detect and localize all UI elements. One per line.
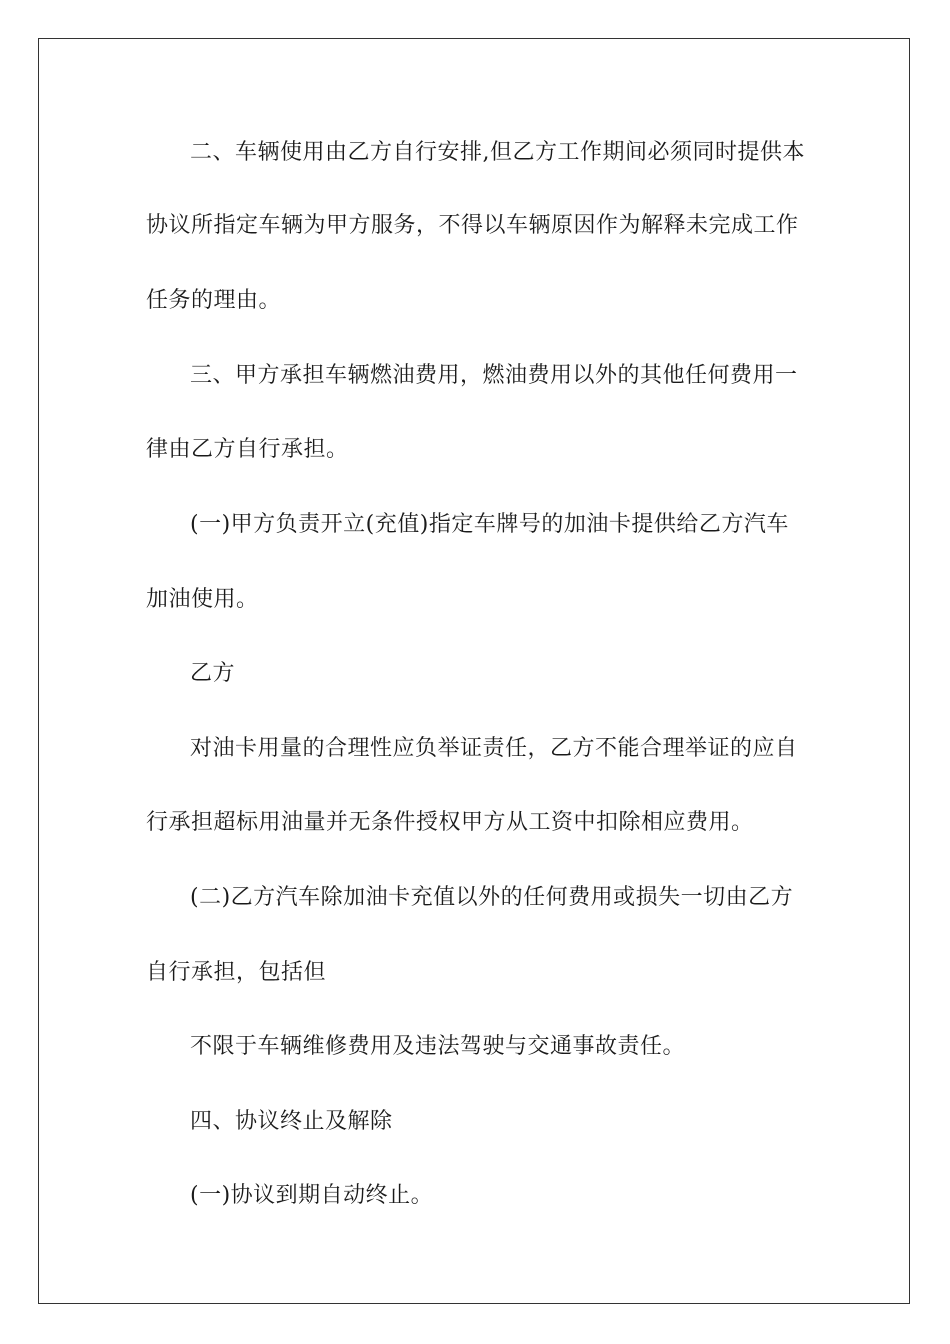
paragraph-line: (一)甲方负责开立(充值)指定车牌号的加油卡提供给乙方汽车 xyxy=(190,512,789,537)
paragraph-line: 三、甲方承担车辆燃油费用，燃油费用以外的其他任何费用一 xyxy=(190,363,798,388)
paragraph-line: 对油卡用量的合理性应负举证责任，乙方不能合理举证的应自 xyxy=(190,736,798,761)
paragraph-line: 协议所指定车辆为甲方服务，不得以车辆原因作为解释未完成工作 xyxy=(146,213,799,238)
paragraph-line: 二、车辆使用由乙方自行安排,但乙方工作期间必须同时提供本 xyxy=(190,140,805,165)
paragraph-line: (二)乙方汽车除加油卡充值以外的任何费用或损失一切由乙方 xyxy=(190,885,794,910)
paragraph-line: 自行承担，包括但 xyxy=(146,960,327,985)
paragraph-line: 任务的理由。 xyxy=(146,288,282,313)
paragraph-line: 乙方 xyxy=(190,661,236,686)
paragraph-line: 加油使用。 xyxy=(146,587,259,612)
section-heading: 四、协议终止及解除 xyxy=(190,1109,393,1134)
paragraph-line: (一)协议到期自动终止。 xyxy=(190,1183,434,1208)
paragraph-line: 律由乙方自行承担。 xyxy=(146,437,349,462)
paragraph-line: 不限于车辆维修费用及违法驾驶与交通事故责任。 xyxy=(190,1034,686,1059)
paragraph-line: 行承担超标用油量并无条件授权甲方从工资中扣除相应费用。 xyxy=(146,810,754,835)
